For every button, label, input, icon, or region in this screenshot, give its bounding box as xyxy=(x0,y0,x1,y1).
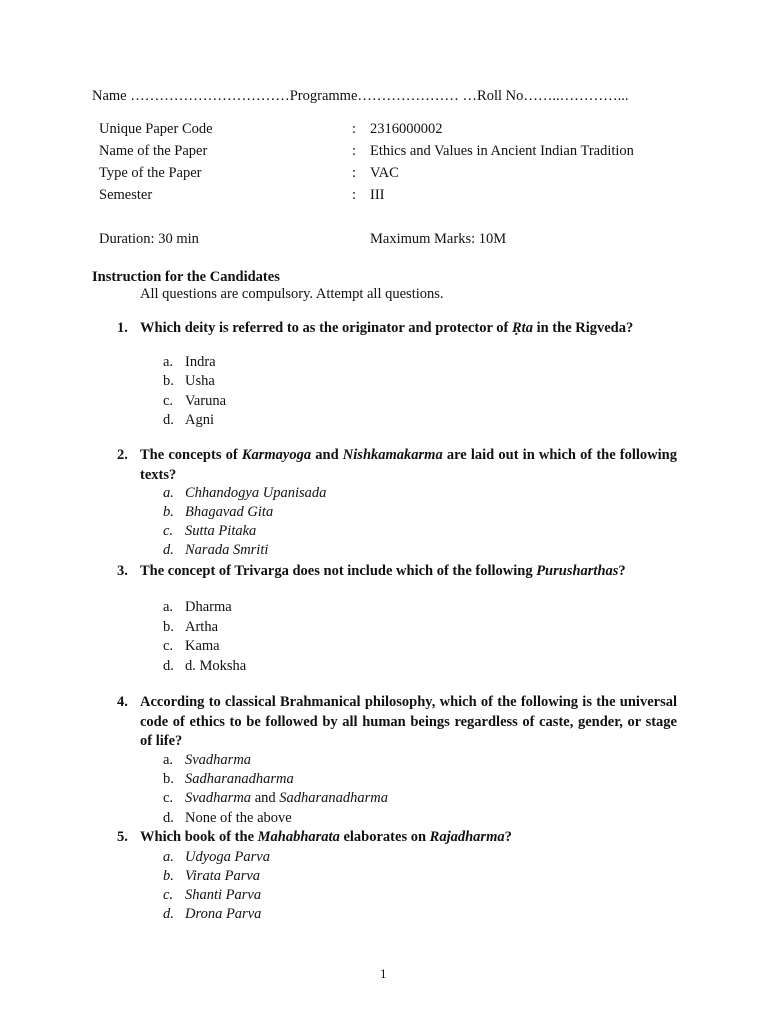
question-3 xyxy=(117,562,677,582)
info-separator: : xyxy=(352,121,357,137)
info-label: Type of the Paper xyxy=(99,165,202,181)
info-separator: : xyxy=(352,187,357,203)
question-number: 4. xyxy=(117,694,128,710)
question-text: According to classical Brahmanical philosophy, which of the following is the universal code of ethics to be followed by all human beings regardless of caste, gender, or stage of life? xyxy=(140,694,677,749)
info-separator: : xyxy=(352,165,357,181)
info-label: Semester xyxy=(99,187,153,203)
question-4 xyxy=(117,693,677,752)
info-value: Ethics and Values in Ancient Indian Tradition xyxy=(370,143,634,159)
question-text: The concepts of Karmayoga and Nishkamakarma are laid out in which of the following texts? xyxy=(140,447,677,483)
question-5 xyxy=(117,828,677,848)
question-text: The concept of Trivarga does not include which of the following Purusharthas? xyxy=(140,563,626,579)
info-separator: : xyxy=(352,143,357,159)
question-number: 1. xyxy=(117,320,128,336)
info-label: Name of the Paper xyxy=(99,143,208,159)
info-label: Unique Paper Code xyxy=(99,121,213,137)
question-1 xyxy=(117,319,677,339)
info-value: 2316000002 xyxy=(370,121,443,137)
instructions-text: All questions are compulsory. Attempt all questions. xyxy=(140,286,444,302)
maximum-marks: Maximum Marks: 10M xyxy=(370,231,507,247)
question-number: 3. xyxy=(117,563,128,579)
instructions-title: Instruction for the Candidates xyxy=(92,269,280,285)
question-text: Which deity is referred to as the originator and protector of Ṛta in the Rigveda? xyxy=(140,320,634,336)
duration: Duration: 30 min xyxy=(99,231,199,247)
question-number: 2. xyxy=(117,447,128,463)
question-2 xyxy=(117,446,677,485)
info-value: VAC xyxy=(370,165,399,181)
question-number: 5. xyxy=(117,829,128,845)
question-text: Which book of the Mahabharata elaborates on Rajadharma? xyxy=(140,829,512,845)
page-number: 1 xyxy=(380,966,387,981)
info-value: III xyxy=(370,187,385,203)
candidate-details-line: Name ……………………………Programme………………… …Roll No……..…………... xyxy=(92,88,629,104)
